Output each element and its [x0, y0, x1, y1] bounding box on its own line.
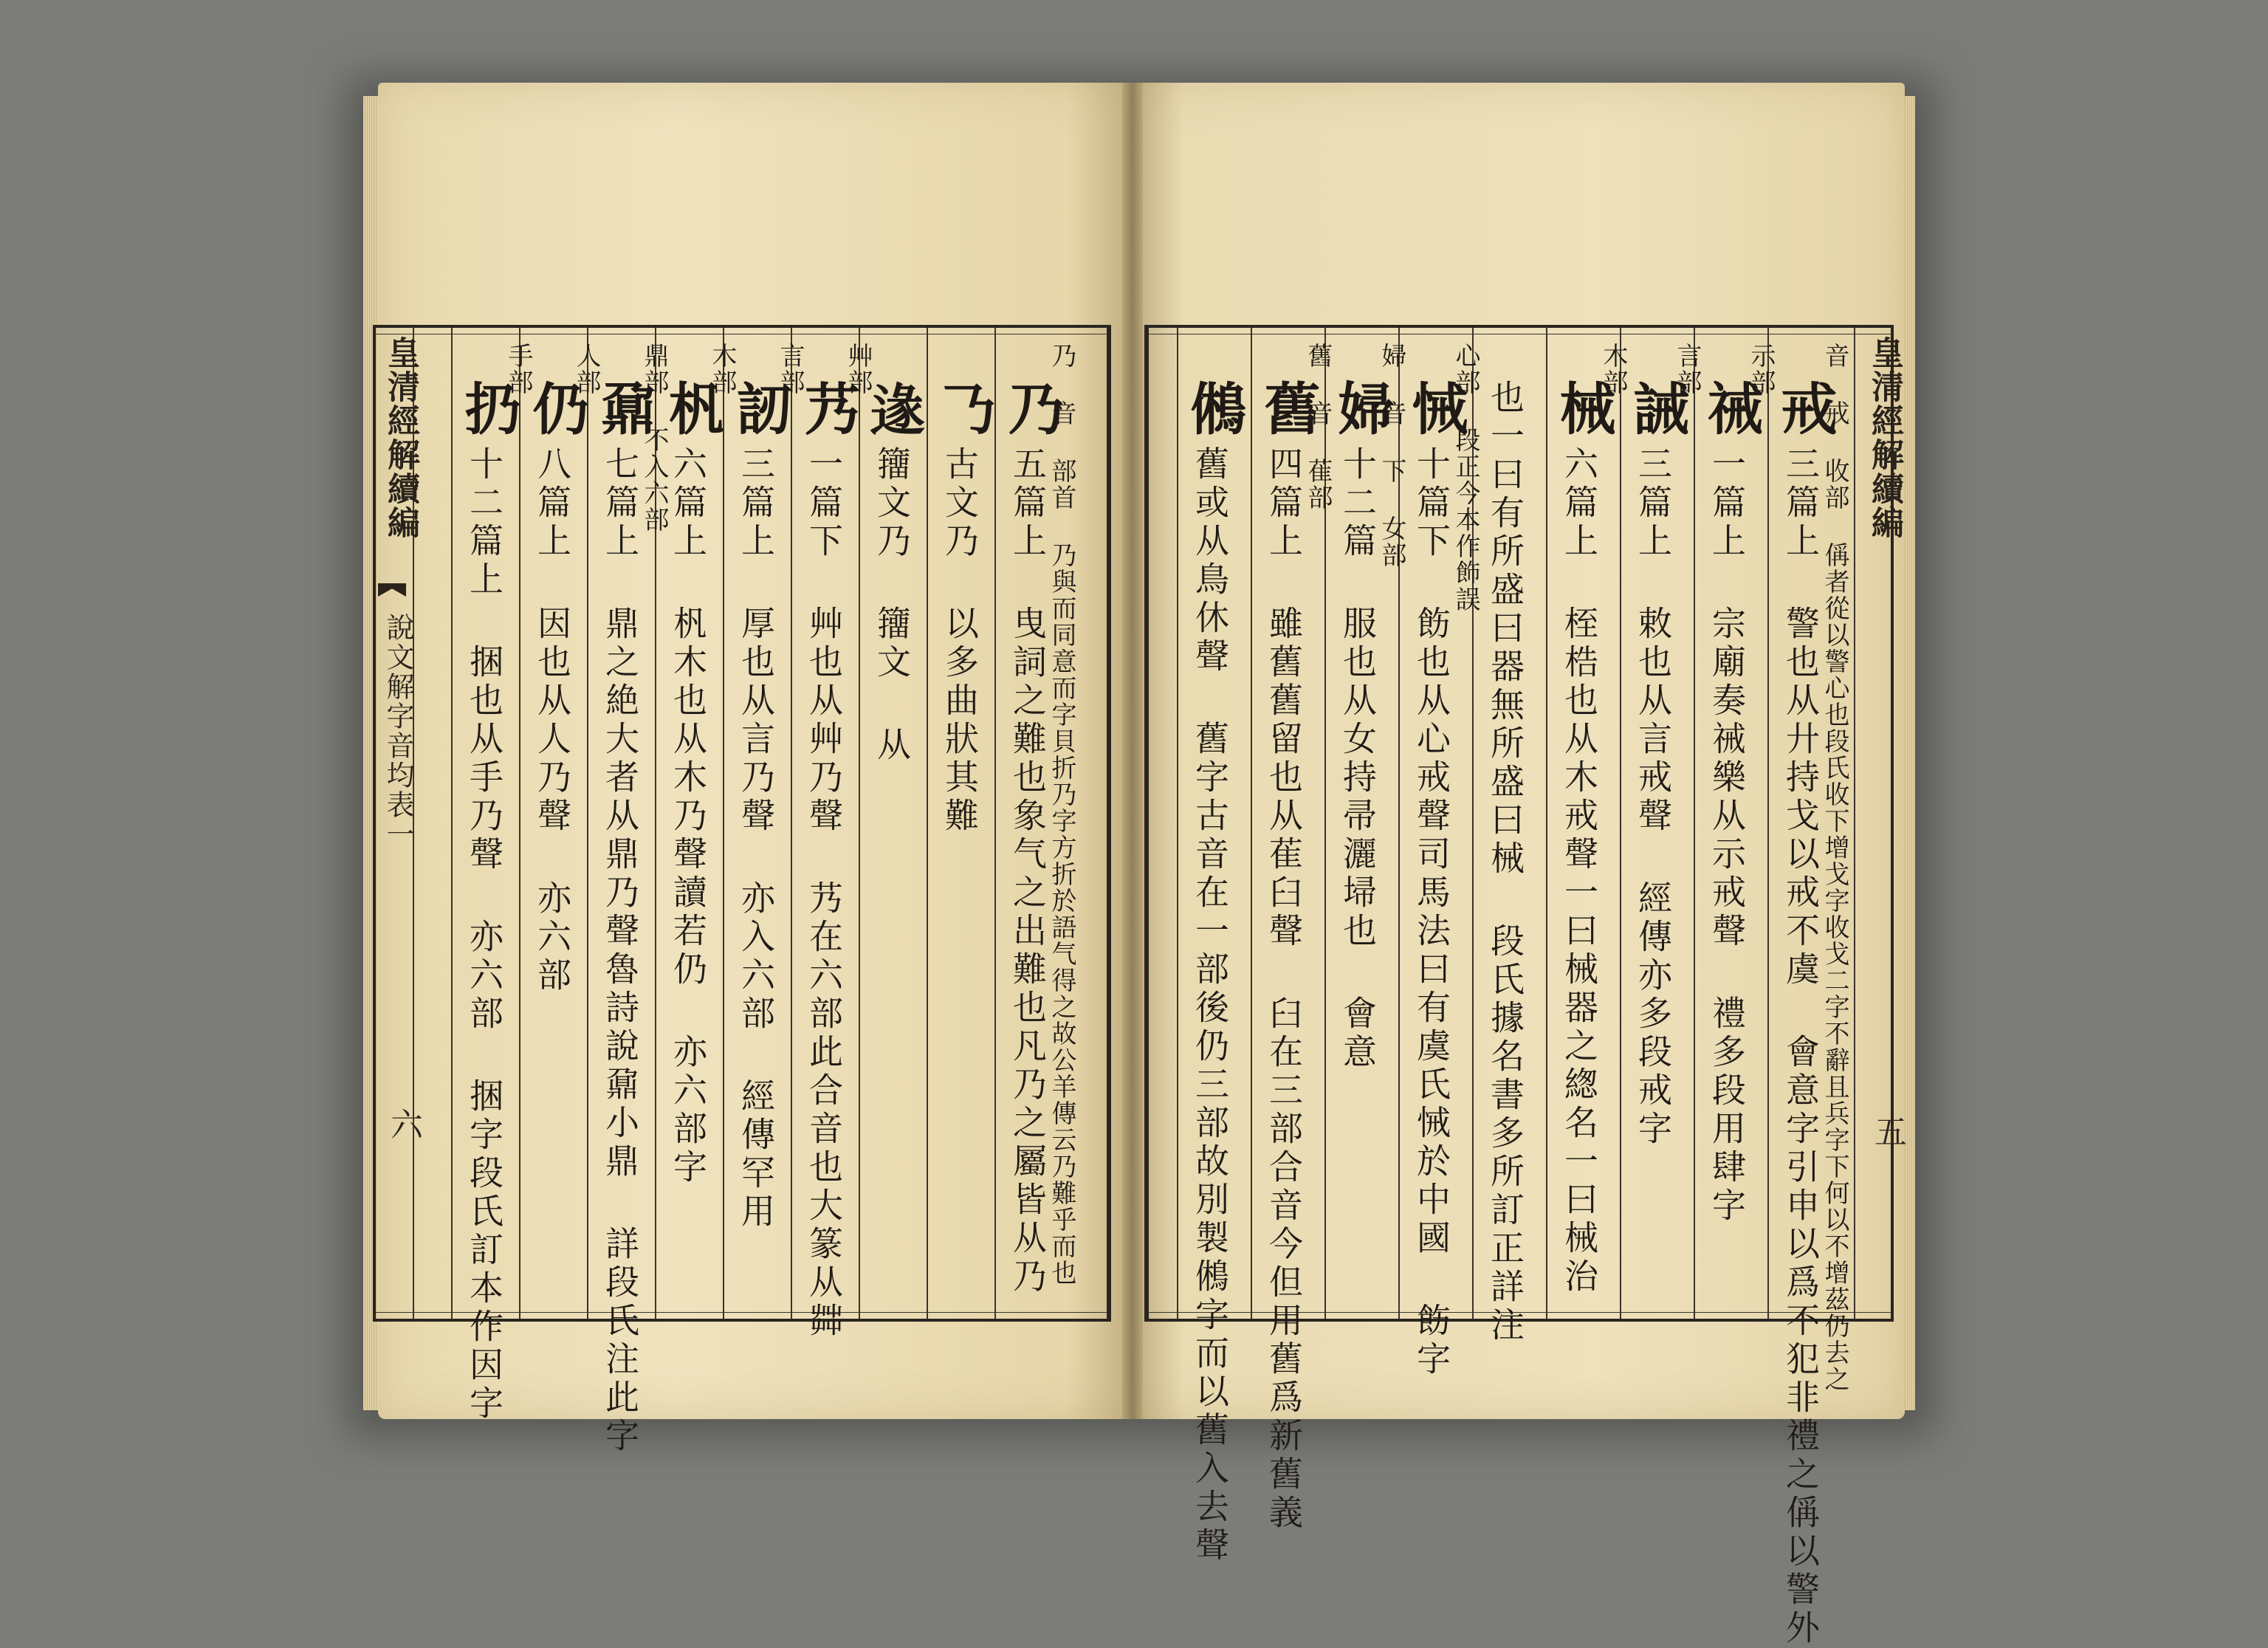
left-text-2: 籒文乃 籒文 从: [872, 446, 912, 765]
right-note-1: 示部: [1746, 343, 1776, 396]
right-headword-0: 戒: [1772, 380, 1838, 439]
left-spine-title: 皇清經解續編: [382, 336, 419, 540]
right-column-rule-8: [1177, 328, 1178, 1319]
fish-tail-mark: [378, 583, 406, 600]
left-column-rule-0: [994, 328, 996, 1319]
left-headword-3: 艿: [795, 380, 861, 439]
left-spine-subtitle: 說文解字音均表一: [382, 613, 414, 849]
right-text-6: 十二篇 服也从女持帚灑埽也 會意: [1338, 446, 1378, 1072]
right-column-rule-7: [1251, 328, 1252, 1319]
right-note-6: 婦 音 下 女部: [1377, 343, 1406, 569]
left-text-0: 五篇上 曳詞之難也象气之出難也凡乃之屬皆从乃: [1008, 446, 1048, 1297]
left-folio-number: 六: [385, 1108, 422, 1141]
right-headword-6: 婦: [1329, 380, 1395, 439]
left-text-8: 十二篇上 捆也从手乃聲 亦六部 捆字段氏訂本作因字: [464, 446, 504, 1424]
right-note-2: 言部: [1672, 343, 1702, 396]
book-gutter: [1122, 83, 1143, 1419]
left-note-6: 鼎部 不入六部: [639, 343, 669, 533]
right-column-rule-1: [1694, 328, 1695, 1319]
right-note-3: 木部: [1598, 343, 1628, 396]
left-note-4: 言部: [775, 343, 805, 396]
right-page-frame: [1144, 325, 1894, 1648]
left-text-7: 八篇上 因也从人乃聲 亦六部: [532, 446, 572, 995]
right-column-rule-0: [1767, 328, 1769, 1319]
right-text-2: 三篇上 敕也从言戒聲 經傳亦多段戒字: [1633, 446, 1673, 1149]
left-column-rule-7: [519, 328, 520, 1319]
left-page-frame: [373, 325, 1111, 1456]
right-headword-7: 舊: [1255, 380, 1321, 439]
right-headword-2: 誡: [1624, 380, 1690, 439]
right-text-5: 十篇下 飭也从心戒聲司馬法曰有虞氏悈於中國 飭字: [1412, 446, 1451, 1379]
left-column-rule-3: [791, 328, 792, 1319]
left-headword-2: 𨔵: [863, 380, 929, 439]
left-note-8: 手部: [504, 343, 533, 396]
right-note-5: 心部 段正今本作飾誤: [1451, 343, 1480, 613]
left-text-3: 一篇下 艸也从艸乃聲 艿在六部此合音也大篆从茻: [804, 446, 844, 1341]
left-headword-8: 扔: [456, 380, 521, 439]
right-headword-5: 悈: [1403, 380, 1468, 439]
right-text-1: 一篇上 宗廟奏祴樂从示戒聲 禮多段用肆字: [1707, 446, 1747, 1226]
right-column-rule-2: [1620, 328, 1621, 1319]
left-text-5: 六篇上 杋木也从木乃聲讀若仍 亦六部字: [668, 446, 708, 1187]
right-text-3: 六篇上 桎梏也从木戒聲一曰械器之緫名一曰械治: [1559, 446, 1599, 1297]
left-note-5: 木部: [707, 343, 737, 396]
left-column-rule-2: [859, 328, 860, 1319]
right-headword-1: 祴: [1698, 380, 1764, 439]
right-note-7: 舊 音 萑部: [1303, 343, 1333, 511]
left-headword-5: 杋: [659, 380, 725, 439]
left-column-rule-4: [723, 328, 724, 1319]
left-text-4: 三篇上 厚也从言乃聲 亦入六部 經傳罕用: [736, 446, 776, 1232]
left-headword-7: 仍: [523, 380, 589, 439]
left-text-1: 古文乃 以多曲狀其難: [940, 446, 980, 836]
left-headword-4: 訒: [727, 380, 793, 439]
left-column-rule-1: [927, 328, 928, 1319]
left-headword-0: 乃: [999, 380, 1065, 439]
right-headword-3: 械: [1550, 380, 1616, 439]
left-column-rule-8: [451, 328, 453, 1319]
right-headword-8: 鵂: [1181, 380, 1247, 439]
right-spine-title: 皇清經解續編: [1866, 336, 1903, 540]
left-text-6: 七篇上 鼎之絶大者从鼎乃聲魯詩說鼐小鼎 詳段氏注此字: [600, 446, 640, 1456]
left-note-0: 乃 音 部首 乃與而同意而字貝折乃字方折於語气得之故公羊傳云乃難乎而也: [1047, 343, 1076, 1286]
right-note-0: 音 戒 收部 偁者從以警心也段氏收下增戈字收戈二字不辭且兵字下何以不增茲仍去之: [1820, 343, 1849, 1393]
right-text-8: 舊或从鳥休聲 舊字古音在一部後仍三部故別製鵂字而以舊入去聲: [1190, 446, 1230, 1565]
right-folio-number: 五: [1869, 1115, 1906, 1149]
left-column-rule-6: [587, 328, 588, 1319]
left-note-3: 艸部: [843, 343, 873, 396]
right-text-7: 四篇上 雖舊舊留也从萑臼聲 臼在三部合音今但用舊爲新舊義: [1264, 446, 1304, 1533]
left-headword-6: 鼐: [591, 380, 657, 439]
left-note-7: 人部: [571, 343, 601, 396]
left-headword-1: 𠄎: [931, 380, 997, 439]
right-text-4: 也一曰有所盛曰器無所盛曰械 段氏據名書多所訂正詳注: [1485, 380, 1525, 1345]
right-column-rule-3: [1546, 328, 1547, 1319]
right-text-0: 三篇上 警也从廾持戈以戒不虞 會意字引申以爲不犯非禮之偁以警外: [1781, 446, 1821, 1648]
